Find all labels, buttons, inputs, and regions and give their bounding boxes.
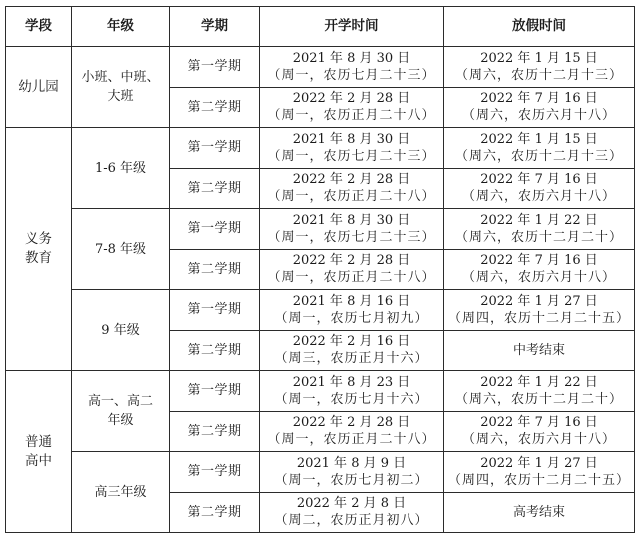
term-second: 第二学期 [170, 87, 260, 128]
start-date: 2022 年 2 月 28 日 [292, 415, 411, 431]
start-cell [260, 452, 444, 493]
vacation-date: 2022 年 1 月 22 日 [480, 374, 598, 390]
grade-hs-1-2-line1: 高一、高二 [87, 394, 153, 409]
start-date: 2022 年 2 月 16 日 [292, 334, 411, 350]
start-cell [260, 330, 444, 371]
term-first: 第一学期 [170, 290, 260, 331]
vacation-note: （周六，农历六月十八） [461, 108, 616, 124]
stage-compulsory [6, 128, 72, 371]
table-row [6, 452, 635, 493]
vacation-cell [444, 47, 635, 88]
grade-hs-1-2-line2: 年级 [107, 413, 134, 428]
vacation-note: （周六，农历六月十八） [461, 432, 616, 448]
table-row [6, 371, 635, 412]
grade-kindergarten-line2: 大班 [107, 89, 134, 104]
vacation-note: （周六，农历六月十八） [461, 189, 616, 205]
vacation-date: 2022 年 1 月 15 日 [480, 131, 598, 147]
start-date: 2022 年 2 月 28 日 [292, 91, 411, 107]
header-vacation-time: 放假时间 [444, 7, 635, 47]
vacation-note: （周六，农历十二月十三） [454, 148, 623, 164]
term-second: 第二学期 [170, 492, 260, 533]
start-cell [260, 47, 444, 88]
grade-hs-1-2 [72, 371, 170, 452]
vacation-exam-end: 中考结束 [444, 330, 635, 371]
header-row [6, 7, 635, 47]
vacation-cell [444, 452, 635, 493]
start-date: 2021 年 8 月 30 日 [292, 212, 411, 228]
vacation-date: 2022 年 1 月 22 日 [480, 212, 598, 228]
vacation-date: 2022 年 7 月 16 日 [480, 91, 598, 107]
stage-highschool-line2: 高中 [25, 452, 52, 469]
stage-compulsory-line1: 义务 [25, 231, 52, 247]
start-date: 2021 年 8 月 9 日 [296, 455, 407, 471]
vacation-note: （周六，农历十二月二十） [454, 229, 623, 245]
stage-highschool [6, 371, 72, 533]
stage-compulsory-line2: 教育 [25, 250, 52, 266]
start-date: 2022 年 2 月 28 日 [292, 253, 411, 269]
term-second: 第二学期 [170, 411, 260, 452]
start-note: （周一，农历正月二十八） [267, 189, 436, 205]
vacation-date: 2022 年 7 月 16 日 [480, 415, 598, 431]
start-note: （周一，农历七月二十三） [267, 148, 436, 164]
term-first: 第一学期 [170, 47, 260, 88]
start-date: 2021 年 8 月 30 日 [292, 50, 411, 66]
start-date: 2021 年 8 月 23 日 [292, 374, 411, 390]
vacation-note: （周四，农历十二月二十五） [447, 310, 630, 326]
start-note: （周一，农历七月十六） [274, 391, 429, 407]
vacation-cell [444, 290, 635, 331]
start-note: （周一，农历七月初二） [274, 472, 429, 488]
table-row [6, 47, 635, 88]
start-date: 2021 年 8 月 30 日 [292, 131, 411, 147]
start-date: 2021 年 8 月 16 日 [292, 293, 411, 309]
start-note: （周一，农历正月二十八） [267, 270, 436, 286]
vacation-cell [444, 168, 635, 209]
start-note: （周二，农历正月初八） [274, 513, 429, 529]
start-cell [260, 290, 444, 331]
start-note: （周一，农历七月二十三） [267, 67, 436, 83]
vacation-date: 2022 年 1 月 15 日 [480, 50, 598, 66]
vacation-note: （周四，农历十二月二十五） [447, 472, 630, 488]
vacation-exam-end: 高考结束 [444, 492, 635, 533]
start-cell [260, 411, 444, 452]
vacation-cell [444, 249, 635, 290]
start-cell [260, 492, 444, 533]
start-note: （周三，农历正月十六） [274, 351, 429, 367]
start-cell [260, 249, 444, 290]
term-second: 第二学期 [170, 330, 260, 371]
vacation-note: （周六，农历十二月十三） [454, 67, 623, 83]
table-row [6, 290, 635, 331]
start-note: （周一，农历正月二十八） [267, 108, 436, 124]
header-stage: 学段 [6, 7, 72, 47]
table-row [6, 209, 635, 250]
vacation-date: 2022 年 1 月 27 日 [480, 455, 598, 471]
term-second: 第二学期 [170, 168, 260, 209]
header-grade: 年级 [72, 7, 170, 47]
grade-7-8: 7-8 年级 [72, 209, 170, 290]
grade-9: 9 年级 [72, 290, 170, 371]
vacation-date: 2022 年 7 月 16 日 [480, 172, 598, 188]
term-first: 第一学期 [170, 128, 260, 169]
grade-kindergarten-line1: 小班、中班、 [81, 70, 160, 85]
start-note: （周一，农历正月二十八） [267, 432, 436, 448]
header-term: 学期 [170, 7, 260, 47]
start-cell [260, 209, 444, 250]
vacation-date: 2022 年 7 月 16 日 [480, 253, 598, 269]
vacation-cell [444, 411, 635, 452]
vacation-note: （周六，农历十二月二十） [454, 391, 623, 407]
table-row [6, 128, 635, 169]
start-cell [260, 87, 444, 128]
grade-1-6: 1-6 年级 [72, 128, 170, 209]
term-first: 第一学期 [170, 452, 260, 493]
stage-highschool-line1: 普通 [25, 433, 52, 450]
start-date: 2022 年 2 月 28 日 [292, 172, 411, 188]
vacation-date: 2022 年 1 月 27 日 [480, 293, 598, 309]
term-first: 第一学期 [170, 371, 260, 412]
grade-hs-3: 高三年级 [72, 452, 170, 533]
vacation-cell [444, 371, 635, 412]
start-note: （周一，农历七月初九） [274, 310, 429, 326]
term-first: 第一学期 [170, 209, 260, 250]
start-note: （周一，农历七月二十三） [267, 229, 436, 245]
start-cell [260, 128, 444, 169]
stage-kindergarten: 幼儿园 [6, 47, 72, 128]
term-second: 第二学期 [170, 249, 260, 290]
vacation-cell [444, 209, 635, 250]
start-cell [260, 168, 444, 209]
grade-kindergarten [72, 47, 170, 128]
school-calendar-table [5, 6, 635, 533]
start-cell [260, 371, 444, 412]
header-start-time: 开学时间 [260, 7, 444, 47]
vacation-cell [444, 128, 635, 169]
vacation-note: （周六，农历六月十八） [461, 270, 616, 286]
vacation-cell [444, 87, 635, 128]
start-date: 2022 年 2 月 8 日 [296, 496, 407, 512]
